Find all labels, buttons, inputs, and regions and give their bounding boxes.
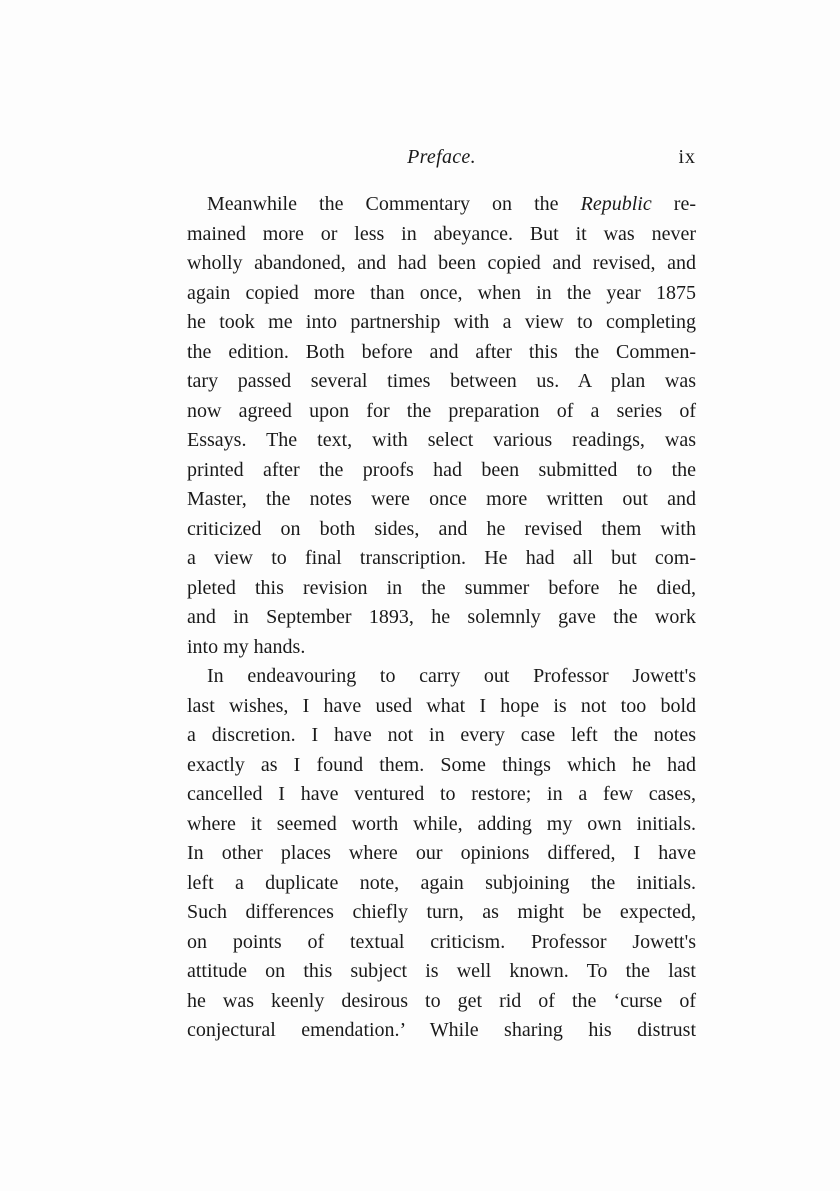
text-line: wholly abandoned, and had been copied and revised, and bbox=[187, 252, 696, 274]
paragraph bbox=[187, 662, 696, 1046]
running-head bbox=[187, 146, 696, 174]
text-line: he took me into partnership with a view to completing bbox=[187, 311, 696, 333]
text-line: In other places where our opinions differed, I have bbox=[187, 842, 696, 864]
text-line: attitude on this subject is well known. To the last bbox=[187, 960, 696, 982]
text-line: pleted this revision in the summer before he died, bbox=[187, 576, 696, 599]
text-line: cancelled I have ventured to restore; in a few cases, bbox=[187, 783, 696, 805]
text-line: a discretion. I have not in every case left the notes bbox=[187, 724, 696, 746]
text-line: mained more or less in abeyance. But it was never bbox=[187, 222, 696, 245]
text-line: Such differences chiefly turn, as might be expected, bbox=[187, 901, 696, 923]
page-number: ix bbox=[678, 146, 696, 168]
italic-title: Republic bbox=[580, 193, 652, 215]
text-line: the edition. Both before and after this the Commen- bbox=[187, 340, 696, 363]
text-line: last wishes, I have used what I hope is not too bold bbox=[187, 694, 696, 717]
text-line: and in September 1893, he solemnly gave the work bbox=[187, 606, 696, 628]
text-fragment: Meanwhile the Commentary on the bbox=[207, 193, 581, 215]
text-line: now agreed upon for the preparation of a series of bbox=[187, 399, 696, 422]
text-line: exactly as I found them. Some things which he had bbox=[187, 753, 696, 776]
text-line: left a duplicate note, again subjoining the initials. bbox=[187, 871, 696, 894]
paragraph bbox=[187, 190, 696, 662]
text-line: a view to final transcription. He had all but com- bbox=[187, 547, 696, 569]
running-title: Preface. bbox=[407, 146, 476, 168]
text-fragment: re- bbox=[651, 193, 697, 215]
text-line: Essays. The text, with select various readings, was bbox=[187, 429, 696, 451]
text-line: conjectural emendation.’ While sharing his distrust bbox=[187, 1019, 696, 1041]
text-line: criticized on both sides, and he revised them with bbox=[187, 517, 696, 540]
text-line bbox=[187, 190, 696, 220]
preface-body bbox=[187, 190, 696, 1046]
text-line: In endeavouring to carry out Professor Jowett's bbox=[207, 665, 696, 687]
text-line: where it seemed worth while, adding my own initials. bbox=[187, 812, 696, 835]
text-line: again copied more than once, when in the year 1875 bbox=[187, 281, 696, 304]
text-line: Master, the notes were once more written out and bbox=[187, 488, 696, 510]
text-line: into my hands. bbox=[187, 635, 306, 658]
text-line: on points of textual criticism. Professor Jowett's bbox=[187, 930, 696, 953]
text-line: tary passed several times between us. A plan was bbox=[187, 370, 696, 392]
text-line: he was keenly desirous to get rid of the ‘curse of bbox=[187, 989, 696, 1012]
text-line: printed after the proofs had been submitted to the bbox=[187, 458, 696, 481]
